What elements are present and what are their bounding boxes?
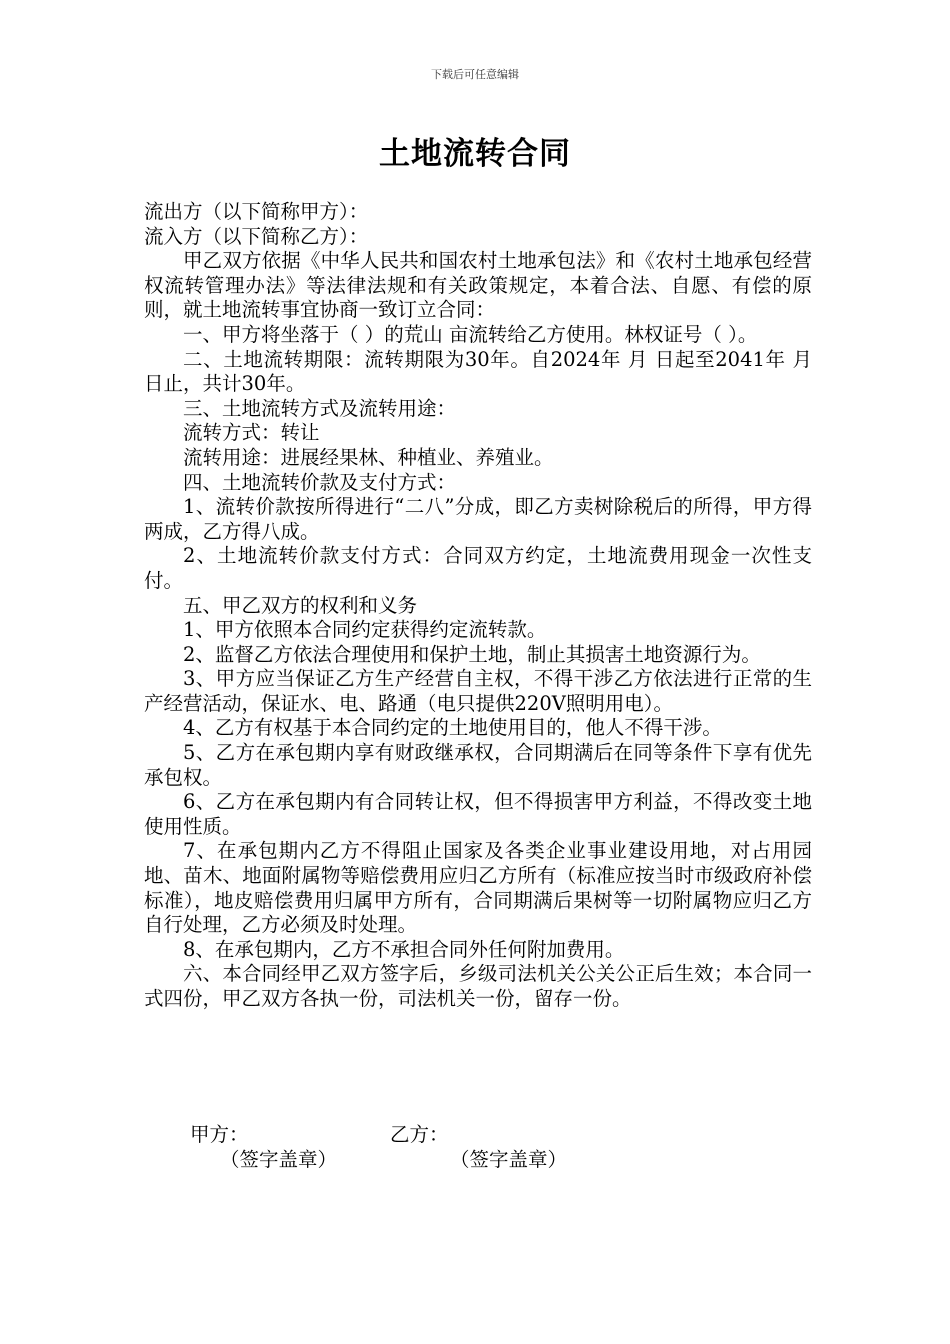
contract-paragraph: 甲乙双方依据《中华人民共和国农村土地承包法》和《农村土地承包经营权流转管理办法》等法律法规和有关政策规定，本着合法、自愿、有偿的原则，就土地流转事宜协商一致订立合同： [144, 249, 812, 322]
contract-paragraph: 5、乙方在承包期内享有财政继承权，合同期满后在同等条件下享有优先承包权。 [144, 741, 812, 789]
contract-paragraph: 6、乙方在承包期内有合同转让权，但不得损害甲方利益，不得改变土地使用性质。 [144, 790, 812, 838]
contract-paragraph: 8、在承包期内，乙方不承担合同外任何附加费用。 [183, 937, 625, 961]
party-b-label: 乙方： [390, 1123, 449, 1146]
contract-paragraph: 1、甲方依照本合同约定获得约定流转款。 [183, 618, 547, 642]
contract-paragraph: 1、流转价款按所得进行“二八”分成，即乙方卖树除税后的所得，甲方得两成，乙方得八成。 [144, 495, 812, 543]
contract-paragraph: 二、土地流转期限：流转期限为30年。自2024年 月 日起至2041年 月 日止，共计30年。 [144, 347, 812, 396]
header-note: 下载后可任意编辑 [431, 68, 519, 81]
signature-block [190, 1122, 690, 1172]
party-a-seal: （签字盖章） [220, 1148, 338, 1171]
contract-paragraph: 流入方（以下简称乙方）： [144, 224, 369, 248]
contract-paragraph: 2、监督乙方依法合理使用和保护土地，制止其损害土地资源行为。 [183, 642, 761, 666]
contract-paragraph: 流转用途：进展经果林、种植业、养殖业。 [183, 445, 554, 469]
contract-paragraph: 三、土地流转方式及流转用途： [183, 396, 457, 420]
party-a-label: 甲方： [190, 1123, 249, 1146]
party-b-seal: （签字盖章） [450, 1148, 568, 1171]
contract-paragraph: 四、土地流转价款及支付方式： [183, 470, 457, 494]
contract-paragraph: 六、本合同经甲乙双方签字后，乡级司法机关公关公正后生效；本合同一式四份，甲乙双方各执一份，司法机关一份，留存一份。 [144, 962, 812, 1010]
contract-paragraph: 2、土地流转价款支付方式：合同双方约定，土地流费用现金一次性支付。 [144, 544, 812, 592]
contract-paragraph: 3、甲方应当保证乙方生产经营自主权，不得干涉乙方依法进行正常的生产经营活动，保证水、电、路通（电只提供220V照明用电）。 [144, 667, 812, 715]
contract-paragraph: 7、在承包期内乙方不得阻止国家及各类企业事业建设用地，对占用园地、苗木、地面附属物等赔偿费用应归乙方所有（标准应按当时市级政府补偿标准），地皮赔偿费用归属甲方所有，合同期满后果树等一切附属物应归乙方自行处理，乙方必须及时处理。 [144, 839, 812, 937]
contract-paragraph: 4、乙方有权基于本合同约定的土地使用目的，他人不得干涉。 [183, 716, 722, 740]
contract-body [144, 200, 812, 1012]
contract-paragraph: 流转方式：转让 [183, 421, 320, 445]
contract-paragraph: 五、甲乙双方的权利和义务 [183, 593, 418, 617]
contract-paragraph: 流出方（以下简称甲方）： [144, 200, 369, 223]
contract-paragraph: 一、甲方将坐落于（ ）的荒山 亩流转给乙方使用。林权证号（ ）。 [183, 322, 758, 346]
document-title: 土地流转合同 [379, 136, 571, 172]
